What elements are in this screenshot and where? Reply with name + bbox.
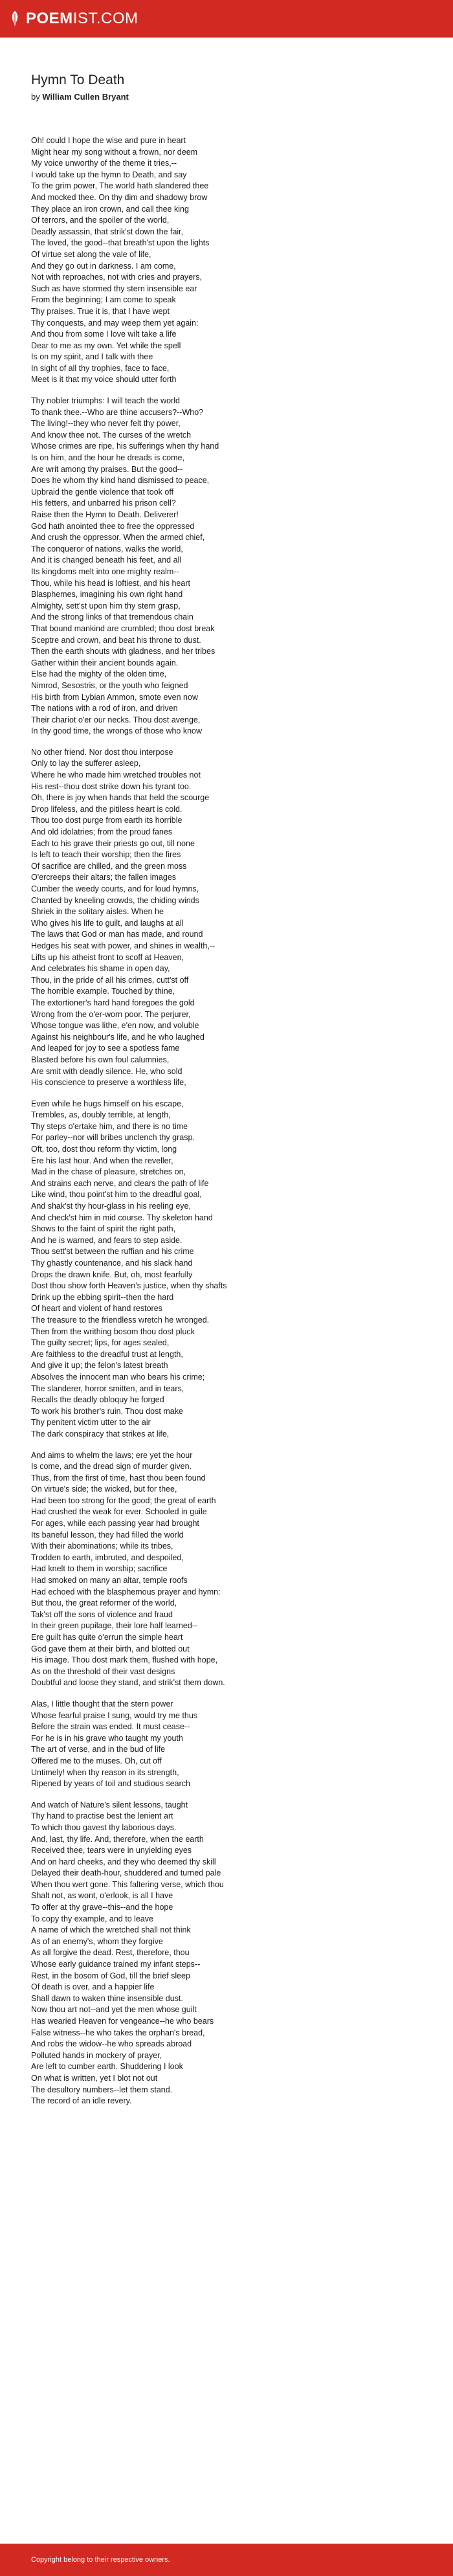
poem-line: And leaped for joy to see a spotless fame [31,1044,180,1053]
poem-line: Had knelt to them in worship; sacrifice [31,1564,168,1574]
poem-line: Each to his grave their priests go out, till none [31,838,195,848]
poem-line: Its kingdoms melt into one mighty realm-- [31,566,179,576]
poem-line: No other friend. Nor dost thou interpose [31,747,173,757]
poem-line: The loved, the good--that breath'st upon the lights [31,238,210,248]
poem-line: Thou, while his head is loftiest, and his heart [31,578,190,588]
poem-line: Then from the writhing bosom thou dost pluck [31,1327,195,1336]
poem-line: Are writ among thy praises. But the good-- [31,464,183,474]
poem-line: Sceptre and crown, and beat his throne to dust. [31,635,201,645]
poem-line: Meet is it that my voice should utter forth [31,375,177,385]
poem-line: Thus, from the first of time, hast thou been found [31,1473,206,1483]
poem-line: The living!--they who never felt thy power, [31,419,181,429]
poem-line: And mocked thee. On thy dim and shadowy brow [31,192,208,202]
poem-line: The slanderer, horror smitten, and in tears, [31,1383,184,1393]
poem-line: Nimrod, Sesostris, or the youth who feigned [31,680,188,690]
poem-line: Whose early guidance trained my infant steps-- [31,1960,201,1969]
poem-line: And strains each nerve, and clears the path of life [31,1178,209,1188]
poem-stanza [31,396,422,737]
poem-line: And it is changed beneath his feet, and all [31,555,182,565]
poem-line: Wrong from the o'er-worn poor. The perjurer, [31,1009,191,1019]
poem-line: Mad in the chase of pleasure, stretches on, [31,1167,186,1177]
poem-line: Thy penitent victim utter to the air [31,1418,151,1428]
poem-line: The horrible example. Touched by thine, [31,987,175,996]
poem-line: Polluted hands in mockery of prayer, [31,2050,162,2060]
poem-line: The nations with a rod of iron, and driven [31,704,178,713]
poem-line: Thy conquests, and may weep them yet again: [31,318,199,328]
poem-line: And he is warned, and fears to step aside. [31,1235,182,1245]
poem-line: Ere guilt has quite o'errun the simple heart [31,1633,183,1642]
poem-line: To work his brother's ruin. Thou dost make [31,1406,183,1416]
poem-line: Upbraid the gentle violence that took off [31,487,174,497]
poem-line: False witness--he who takes the orphan's bread, [31,2028,205,2037]
poem-line: Then the earth shouts with gladness, and her tribes [31,647,215,656]
poem-line: Now thou art not--and yet the men whose guilt [31,2005,197,2015]
poem-line: As all forgive the dead. Rest, therefore, thou [31,1948,190,1958]
poem-line: Trodden to earth, imbruted, and despoiled, [31,1552,184,1562]
poem-line: And, last, thy life. And, therefore, when the earth [31,1834,204,1844]
feather-pen-icon [9,10,21,27]
poem-line: Had crushed the weak for ever. Schooled in guile [31,1507,207,1517]
poem-line: Absolves the innocent man who bears his crime; [31,1372,205,1382]
poem-line: And give it up; the felon's latest breath [31,1361,168,1371]
poem-line: I would take up the hymn to Death, and say [31,170,187,179]
poem-line: Thy ghastly countenance, and his slack hand [31,1259,193,1268]
poem-line: To thank thee.--Who are thine accusers?--Who? [31,407,204,417]
poem-line: Chanted by kneeling crowds, the chiding winds [31,895,199,905]
poem-line: His birth from Lybian Ammon, smote even now [31,692,198,702]
logo-text-light: IST.COM [72,10,138,27]
poem-line: In sight of all thy trophies, face to face, [31,363,170,373]
poem-line: Oh! could I hope the wise and pure in heart [31,136,186,145]
poem-line: And on hard cheeks, and they who deemed thy skill [31,1857,216,1866]
poem-line: Raise then the Hymn to Death. Deliverer! [31,510,179,519]
poem-line: To the grim power, The world hath slandered thee [31,181,209,191]
poem-line: Had echoed with the blasphemous prayer and hymn: [31,1587,221,1596]
poem-line: Are smit with deadly silence. He, who sold [31,1066,182,1076]
poem-line: The conqueror of nations, walks the world, [31,544,183,554]
poem-line: Shriek in the solitary aisles. When he [31,907,164,917]
poem-line: Thy nobler triumphs: I will teach the world [31,396,180,406]
poem-line: Against his neighbour's life, and he who laughed [31,1032,204,1042]
poem-line: Untimely! when thy reason in its strength, [31,1767,179,1777]
poem-line: Hedges his seat with power, and shines in wealth,-- [31,941,215,950]
poem-stanza [31,135,422,386]
poem-line: Shall dawn to waken thine insensible dust. [31,1993,183,2003]
poem-line: From the beginning; I am come to speak [31,295,176,305]
poem-line: Thy hand to practise best the lenient art [31,1811,173,1821]
poem-line: Who gives his life to guilt, and laughs at all [31,918,184,928]
site-header [0,0,453,38]
poem-line: And thou from some I love wilt take a life [31,330,177,339]
poem-line: Offered me to the muses. Oh, cut off [31,1756,162,1765]
poem-title: Hymn To Death [31,73,125,87]
poem-line: For parley--nor will bribes unclench thy grasp. [31,1133,195,1143]
poem-line: Of terrors, and the spoiler of the world, [31,216,170,225]
poem-line: To offer at thy grave--this--and the hope [31,1903,173,1912]
poem-line: A name of which the wretched shall not think [31,1925,191,1935]
site-footer [0,2544,453,2576]
poem-body [31,135,422,2107]
poem-line: But thou, the great reformer of the world, [31,1598,177,1608]
poem-line: Of heart and violent of hand restores [31,1304,162,1314]
poem-line: With their abominations; while its tribes, [31,1541,173,1551]
poem-line: And the strong links of that tremendous chain [31,612,193,622]
poem-line: Of sacrifice are chilled, and the green moss [31,861,187,871]
poem-line: To which thou gavest thy laborious days. [31,1822,177,1832]
poem-line: Even while he hugs himself on his escape, [31,1099,184,1108]
poem-line: Is on my spirit, and I talk with thee [31,352,153,362]
poem-line: When thou wert gone. This faltering verse, which thou [31,1879,224,1889]
poem-line: Delayed their death-hour, shuddered and turned pale [31,1868,221,1878]
poem-line: In thy good time, the wrongs of those who know [31,726,203,736]
poem-line: The desultory numbers--let them stand. [31,2085,173,2094]
poem-line: Recalls the deadly obloquy he forged [31,1395,164,1405]
poem-line: Trembles, as, doubly terrible, at length, [31,1110,171,1120]
poem-line: Ere his last hour. And when the reveller, [31,1156,173,1165]
poem-line: Such as have stormed thy stern insensible ear [31,284,197,293]
poem-line: Alas, I little thought that the stern power [31,1699,173,1708]
poem-line: Of death is over, and a happier life [31,1982,155,1992]
poem-line: Thou, in the pride of all his crimes, cutt'st off [31,975,189,985]
poem-line: Dost thou show forth Heaven's justice, when thy shafts [31,1281,227,1291]
poem-stanza [31,1450,422,1689]
poem-line: Whose tongue was lithe, e'en now, and voluble [31,1021,199,1031]
by-label: by [31,92,40,102]
poem-line: Cumber the weedy courts, and for loud hymns, [31,884,199,893]
poem-line: Has wearied Heaven for vengeance--he who bears [31,2017,214,2026]
poem-line: Deadly assassin, that strik'st down the fair, [31,227,184,236]
poem-line: Else had the mighty of the olden time, [31,669,167,679]
poem-line: Shows to the faint of spirit the right path, [31,1224,176,1234]
poem-line: Thy praises. True it is, that I have wept [31,306,170,316]
poem-line: Where he who made him wretched troubles not [31,770,201,780]
poem-line: Only to lay the sufferer asleep, [31,759,141,768]
poem-line: Is left to teach their worship; then the fires [31,850,181,860]
poem-line: The laws that God or man has made, and round [31,930,203,939]
poem-line: And shak'st thy hour-glass in his reeling eye, [31,1202,191,1211]
poem-line: Thy steps o'ertake him, and there is no time [31,1121,188,1131]
poem-line: Not with reproaches, not with cries and prayers, [31,273,203,282]
poem-line: Lifts up his atheist front to scoff at Heaven, [31,952,184,962]
poem-line: As on the threshold of their vast designs [31,1666,175,1676]
poem-line: And celebrates his shame in open day, [31,964,170,974]
site-logo[interactable] [9,10,138,28]
poem-line: And aims to whelm the laws; ere yet the hour [31,1450,193,1460]
poem-line: And they go out in darkness. I am come, [31,261,176,271]
poem-line: The record of an idle revery. [31,2096,132,2106]
poem-line: And old idolatries; from the proud fanes [31,827,173,837]
poem-line: Are left to cumber earth. Shuddering I look [31,2062,183,2072]
poem-line: Had smoked on many an altar, temple roofs [31,1576,188,1585]
poem-line: Thou sett'st between the ruffian and his crime [31,1247,194,1257]
poem-stanza [31,1800,422,2107]
poem-line: Gather within their ancient bounds again. [31,658,179,667]
poem-line: Their chariot o'er our necks. Thou dost avenge, [31,715,201,724]
poem-line: Might hear my song without a frown, nor deem [31,147,198,157]
poem-line: Its baneful lesson, they had filled the world [31,1530,184,1540]
poem-line: The guilty secret; lips, for ages sealed, [31,1338,170,1348]
poem-line: Blasted before his own foul calumnies, [31,1055,170,1064]
poem-line: And know thee not. The curses of the wretch [31,430,192,440]
poem-line: And crush the oppressor. When the armed chief, [31,533,205,543]
poem-line: For ages, while each passing year had brought [31,1519,199,1529]
poem-line: Tak'st off the sons of violence and fraud [31,1609,173,1619]
poem-line: Of virtue set along the vale of life, [31,249,151,259]
poem-line: Like wind, thou point'st him to the dreadful goal, [31,1190,202,1200]
poem-author[interactable]: William Cullen Bryant [42,92,129,102]
poem-line: As of an enemy's, whom they forgive [31,1936,163,1946]
poem-line: And robs the widow--he who spreads abroad [31,2039,192,2049]
poem-line: Almighty, sett'st upon him thy stern grasp, [31,601,181,610]
poem-content [0,38,453,2544]
poem-line: Had been too strong for the good; the great of earth [31,1495,216,1505]
poem-line: Are faithless to the dreadful trust at length, [31,1349,183,1359]
poem-line: Drops the drawn knife. But, oh, most fearfully [31,1270,193,1279]
poem-line: That bound mankind are crumbled; thou dost break [31,623,215,633]
poem-line: They place an iron crown, and call thee king [31,204,189,214]
poem-line: Dear to me as my own. Yet while the spell [31,341,181,350]
poem-line: His fetters, and unbarred his prison cell? [31,498,176,508]
poem-line: Before the strain was ended. It must cease-- [31,1722,190,1732]
poem-line: His rest--thou dost strike down his tyrant too. [31,781,192,791]
poem-line: Shalt not, as wont, o'erlook, is all I have [31,1891,173,1901]
poem-line: Thou too dost purge from earth its horrible [31,816,182,825]
poem-line: Does he whom thy kind hand dismissed to peace, [31,476,210,486]
copyright-text: Copyright belong to their respective owners. [31,2556,170,2564]
poem-line: For he is in his grave who taught my youth [31,1733,183,1743]
poem-line: Is come, and the dread sign of murder given. [31,1462,192,1472]
poem-line: God hath anointed thee to free the oppressed [31,521,195,531]
poem-line: And watch of Nature's silent lessons, taught [31,1800,188,1809]
poem-line: Rest, in the bosom of God, till the brief sleep [31,1971,190,1980]
poem-stanza [31,747,422,1089]
poem-line: Doubtful and loose they stand, and strik'st them down. [31,1678,225,1688]
poem-line: Whose crimes are ripe, his sufferings when thy hand [31,442,219,451]
poem-stanza [31,1699,422,1790]
poem-line: To copy thy example, and to leave [31,1914,154,1923]
poem-byline [31,92,422,102]
poem-line: On virtue's side; the wicked, but for thee, [31,1484,177,1494]
poem-line: The extortioner's hard hand foregoes the gold [31,998,195,1007]
poem-line: Is on him, and the hour he dreads is come, [31,453,184,463]
poem-line: Drink up the ebbing spirit--then the hard [31,1292,174,1302]
poem-line: His image. Thou dost mark them, flushed with hope, [31,1655,218,1665]
poem-line: Oh, there is joy when hands that held the scourge [31,793,210,803]
poem-line: The dark conspiracy that strikes at life, [31,1429,170,1439]
poem-line: God gave them at their birth, and blotted out [31,1644,190,1653]
poem-line: Oft, too, dost thou reform thy victim, long [31,1145,177,1154]
logo-text-bold: POEM [26,10,73,27]
poem-line: Received thee, tears were in unyielding eyes [31,1846,192,1855]
poem-line: Blasphemes, imagining his own right hand [31,590,183,599]
poem-line: Drop lifeless, and the pitiless heart is cold. [31,804,182,814]
poem-line: In their green pupilage, their lore half learned-- [31,1621,198,1631]
poem-line: His conscience to preserve a worthless life, [31,1078,186,1088]
poem-line: The treasure to the friendless wretch he wronged. [31,1315,210,1325]
poem-line: On what is written, yet I blot not out [31,2073,158,2083]
poem-line: Whose fearful praise I sung, would try me thus [31,1710,198,1720]
poem-line: And check'st him in mid course. Thy skeleton hand [31,1213,213,1222]
poem-line: My voice unworthy of the theme it tries,-- [31,159,177,168]
poem-line: The art of verse, and in the bud of life [31,1745,166,1754]
poem-line: O'ercreeps their altars; the fallen images [31,873,177,882]
poem-line: Ripened by years of toil and studious search [31,1779,190,1789]
poem-stanza [31,1099,422,1440]
